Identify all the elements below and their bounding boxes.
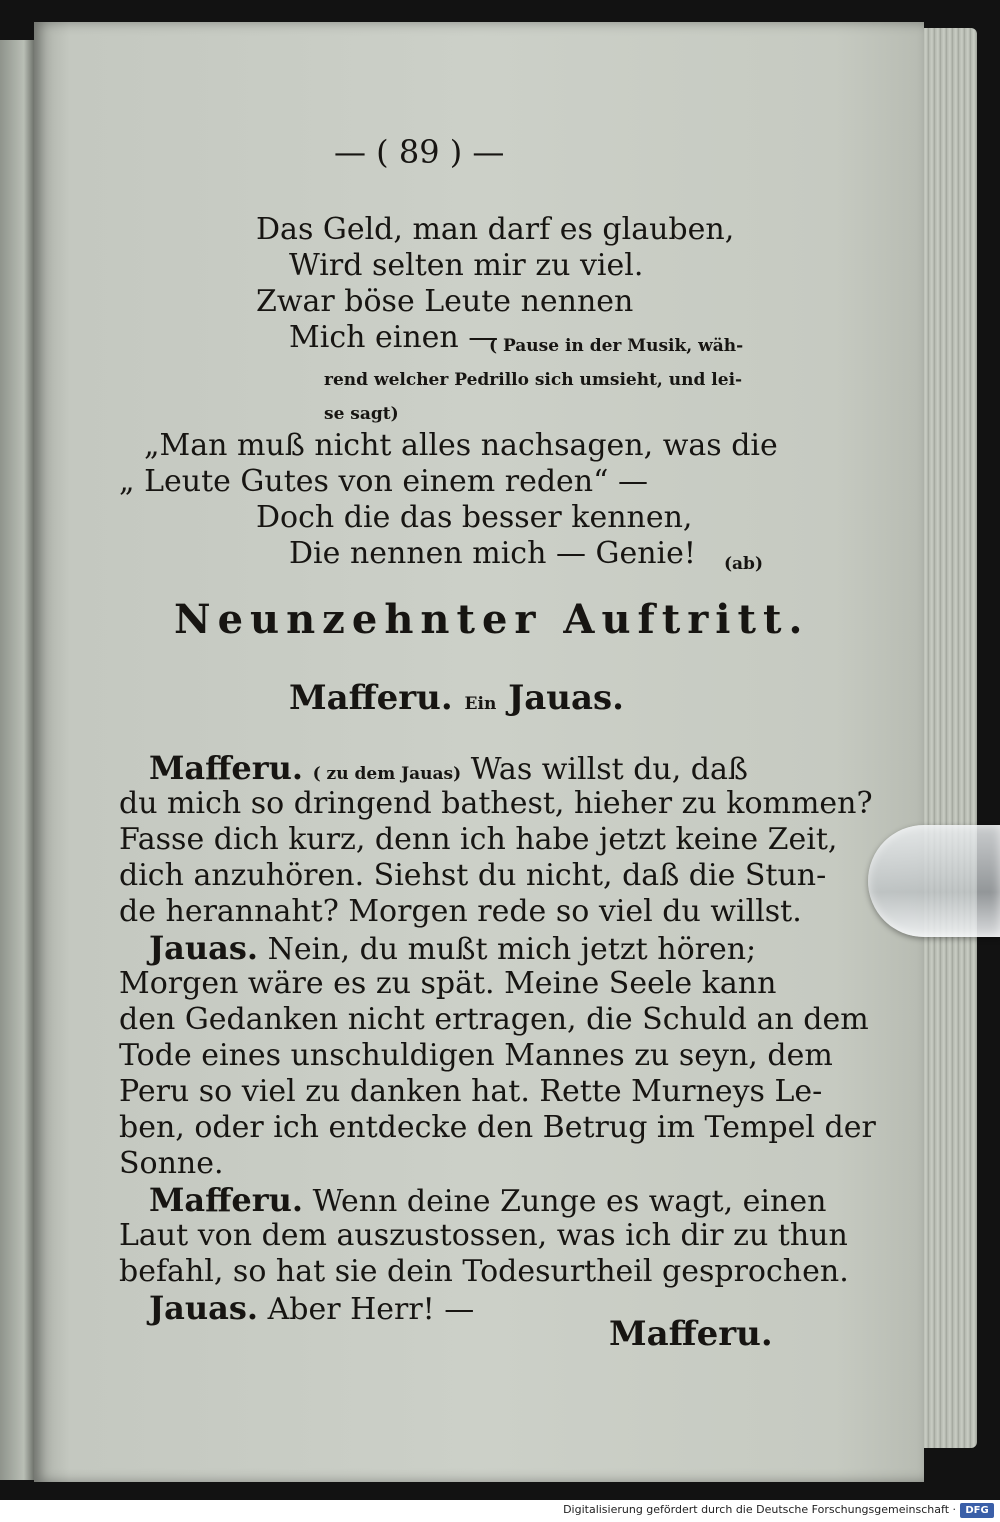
speaker-1-direction: ( zu dem Jauas) xyxy=(312,764,462,784)
dialogue-2-line-6: ben, oder ich entdecke den Betrug im Tempel der xyxy=(119,1110,876,1145)
dialogue-2-line-7: Sonne. xyxy=(119,1146,224,1181)
speaker-1: Mafferu. xyxy=(149,749,304,787)
stage-direction-1: ( Pause in der Musik, wäh- xyxy=(489,336,744,356)
dialogue-4-text-1: Aber Herr! — xyxy=(267,1292,475,1327)
dialogue-3-text-1: Wenn deine Zunge es wagt, einen xyxy=(312,1184,827,1219)
dialogue-2-text-1: Nein, du mußt mich jetzt hören; xyxy=(267,932,757,967)
dialogue-4-line-1 xyxy=(149,1290,474,1328)
page-number: — ( 89 ) — xyxy=(334,133,505,171)
catchword: Mafferu. xyxy=(609,1314,773,1354)
verse-end-1: Doch die das besser kennen, xyxy=(256,500,693,535)
spoken-line-1: „Man muß nicht alles nachsagen, was die xyxy=(144,428,778,463)
verse-end-2: Die nennen mich — Genie! xyxy=(289,536,696,571)
verse-line-2: Wird selten mir zu viel. xyxy=(289,248,644,283)
dialogue-2-line-5: Peru so viel zu danken hat. Rette Murneys Le- xyxy=(119,1074,823,1109)
scene-heading: Neunzehnter Auftritt. xyxy=(174,596,810,643)
dialogue-1-text-1: Was willst du, daß xyxy=(470,752,748,787)
character-2: Jauas. xyxy=(508,678,625,718)
previous-page-edge xyxy=(0,40,34,1480)
page-clip xyxy=(868,825,1000,937)
dialogue-1-line-4: dich anzuhören. Siehst du nicht, daß die Stun- xyxy=(119,858,827,893)
dialogue-3-line-2: Laut von dem auszustossen, was ich dir zu thun xyxy=(119,1218,848,1253)
dialogue-1-line-2: du mich so dringend bathest, hieher zu kommen? xyxy=(119,786,873,821)
scene-characters xyxy=(289,680,624,722)
funding-notice: Digitalisierung gefördert durch die Deutsche Forschungsgemeinschaft · xyxy=(563,1503,956,1516)
stage-direction-3: se sagt) xyxy=(324,404,399,424)
speaker-4: Jauas. xyxy=(149,1289,259,1327)
exit-mark: (ab) xyxy=(724,554,763,574)
verse-line-4: Mich einen — xyxy=(289,320,499,355)
verse-line-1: Das Geld, man darf es glauben, xyxy=(256,212,735,247)
dialogue-3-line-1 xyxy=(149,1182,826,1220)
character-1: Mafferu. xyxy=(289,678,453,718)
character-connector: Ein xyxy=(464,694,497,714)
dialogue-1-line-3: Fasse dich kurz, denn ich habe jetzt keine Zeit, xyxy=(119,822,838,857)
verse-line-3: Zwar böse Leute nennen xyxy=(256,284,634,319)
dialogue-2-line-3: den Gedanken nicht ertragen, die Schuld an dem xyxy=(119,1002,869,1037)
dfg-logo: DFG xyxy=(960,1503,994,1518)
dialogue-2-line-1 xyxy=(149,930,756,968)
speaker-3: Mafferu. xyxy=(149,1181,304,1219)
book-page xyxy=(34,22,924,1482)
speaker-2: Jauas. xyxy=(149,929,259,967)
dialogue-2-line-2: Morgen wäre es zu spät. Meine Seele kann xyxy=(119,966,777,1001)
dialogue-3-line-3: befahl, so hat sie dein Todesurtheil gesprochen. xyxy=(119,1254,849,1289)
dialogue-1-line-5: de herannaht? Morgen rede so viel du willst. xyxy=(119,894,802,929)
spoken-line-2: „ Leute Gutes von einem reden“ — xyxy=(119,464,648,499)
stage-direction-2: rend welcher Pedrillo sich umsieht, und lei- xyxy=(324,370,743,390)
footer-bar xyxy=(0,1500,1000,1522)
dialogue-2-line-4: Tode eines unschuldigen Mannes zu seyn, dem xyxy=(119,1038,833,1073)
